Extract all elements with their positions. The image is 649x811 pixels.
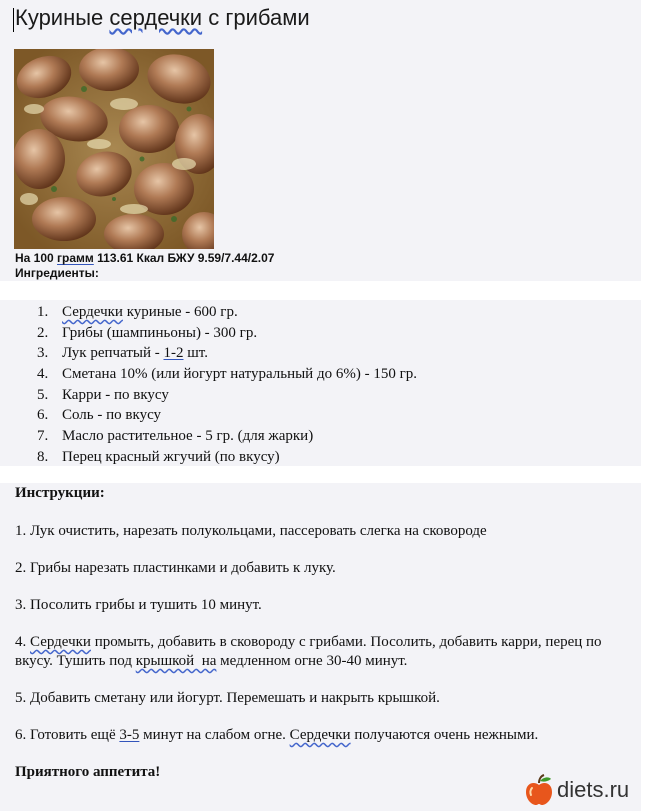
ingredient-text: Сметана 10% (или йогурт натуральный до 6%) - 150 гр.: [62, 366, 417, 383]
ingredient-number: 7.: [37, 428, 49, 445]
nutrition-values: 113.61 Ккал БЖУ 9.59/7.44/2.07: [93, 251, 275, 265]
nutrition-unit: грамм: [57, 251, 94, 265]
site-logo[interactable]: [524, 774, 629, 806]
instruction-step: 4. Сердечки промыть, добавить в сковороду с грибами. Посолить, добавить карри, перец по вкусу. Тушить под крышкой на медленном огне 30-40 минут.: [15, 634, 602, 669]
logo-text: diets.ru: [557, 777, 630, 802]
chicken-hearts-with-mushrooms-photo: [14, 49, 214, 249]
ingredient-text: Соль - по вкусу: [62, 407, 162, 424]
instruction-step: 5. Добавить сметану или йогурт. Перемешать и накрыть крышкой.: [15, 690, 440, 706]
ingredient-text: Перец красный жгучий (по вкусу): [62, 448, 280, 465]
nutrition-info: [15, 251, 274, 265]
title-word-rest: с грибами: [202, 5, 310, 30]
title-word-1: Куриные: [15, 5, 110, 30]
apple-icon: [524, 774, 554, 806]
ingredient-number: 5.: [37, 386, 49, 403]
recipe-title[interactable]: [15, 5, 310, 31]
ingredients-label: Ингредиенты:: [15, 266, 99, 280]
nutrition-prefix: На 100: [15, 251, 58, 265]
ingredient-number: 1.: [37, 304, 49, 320]
closing-text: Приятного аппетита!: [15, 764, 161, 780]
recipe-photo: [14, 49, 214, 249]
ingredient-text: Карри - по вкусу: [62, 386, 169, 403]
instruction-step: 6. Готовить ещё 3-5 минут на слабом огне. Сердечки получаются очень нежными.: [15, 727, 539, 743]
ingredient-number: 2.: [37, 324, 49, 341]
instruction-step: 1. Лук очистить, нарезать полукольцами, пассеровать слегка на сковороде: [15, 523, 487, 539]
ingredient-number: 6.: [37, 407, 49, 424]
ingredient-text: Сердечки куриные - 600 гр.: [62, 304, 238, 320]
ingredient-text: Грибы (шампиньоны) - 300 гр.: [62, 324, 258, 341]
ingredient-text: Лук репчатый - 1-2 шт.: [62, 345, 208, 362]
section-gap: [0, 466, 649, 483]
instructions-label: Инструкции:: [15, 485, 105, 501]
instruction-step: 2. Грибы нарезать пластинками и добавить к луку.: [15, 560, 336, 576]
text-cursor: [13, 8, 14, 32]
ingredient-number: 4.: [37, 366, 49, 383]
instruction-step: 3. Посолить грибы и тушить 10 минут.: [15, 597, 262, 613]
ingredient-text: Масло растительное - 5 гр. (для жарки): [62, 428, 314, 445]
ingredient-number: 3.: [37, 345, 49, 362]
section-gap: [0, 281, 649, 300]
title-word-2: сердечки: [109, 5, 203, 30]
ingredient-number: 8.: [37, 448, 49, 465]
